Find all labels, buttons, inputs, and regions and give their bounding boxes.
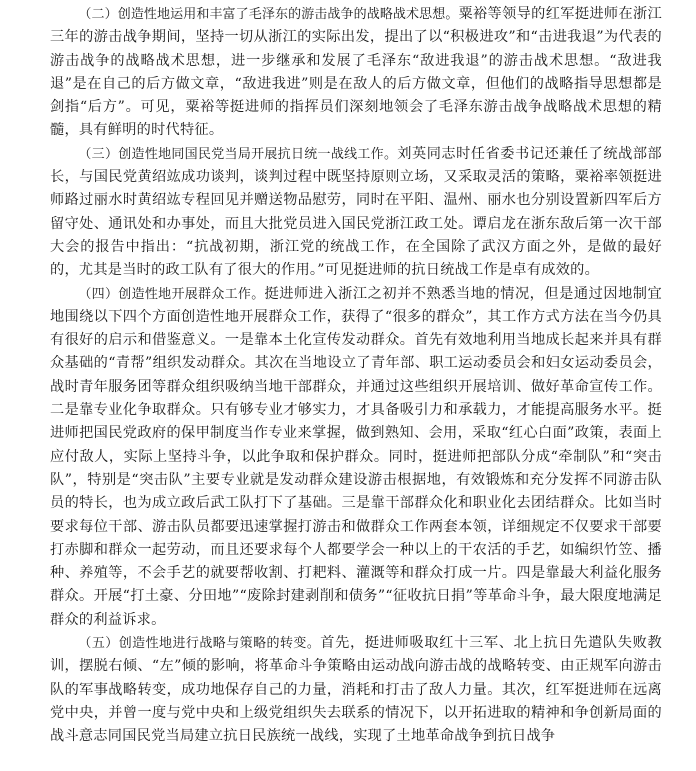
paragraph-heading: （三）创造性地同国民党当局开展抗日统一战线工作。 (78, 146, 398, 162)
paragraph-heading: （二）创造性地运用和丰富了毛泽东的游击战争的战略战术思想。 (78, 7, 459, 22)
document-page (0, 3, 696, 771)
paragraph-text: 挺进师进入浙江之初并不熟悉当地的情况，但是通过因地制宜地围绕以下四个方面创造性地开展群众工作，获得了“很多的群众”，其工作方式方法在当今仍具有很好的启示和借鉴意义。一是靠本土化宣传发动群众。首先有效地利用当地成长起来并具有群众基础的“青帮”组织发动群众。其次在当地设立了青年部、职工运动委员会和妇女运动委员会，战时青年服务团等群众组织吸纳当地干部群众，并通过这些组织开展培训、做好革命宣传工作。二是靠专业化争取群众。只有够专业才够实力，才具备吸引力和承载力，才能提高服务水平。挺进师把国民党政府的保甲制度当作专业来掌握，做到熟知、会用，采取“红心白面”政策，表面上应付敌人，实际上坚持斗争，以此争取和保护群众。同时，挺进师把部队分成“牵制队”和“突击队”，特别是“突击队”主要专业就是发动群众建设游击根据地，有效锻炼和充分发挥不同游击队员的特长，也为成立政后武工队打下了基础。三是靠干部群众化和职业化去团结群众。比如当时要求每位干部、游击队员都要迅速掌握打游击和做群众工作两套本领，详细规定不仅要求干部要打赤脚和群众一起劳动，而且还要求每个人都要学会一种以上的干农活的手艺，如编织竹笠、播种、养殖等，不会手艺的就要帮收割、打耙料、灌溉等和群众打成一片。四是靠最大利益化服务群众。开展“打土豪、分田地”“废除封建剥削和债务”“征收抗日捐”等革命斗争，最大限度地满足群众的利益诉求。 (50, 285, 662, 628)
paragraph-text: 粟裕等领导的红军挺进师在浙江三年的游击战争期间，坚持一切从浙江的实际出发，提出了以“积极进攻”和“击进我退”为代表的游击战争的战略战术思想，进一步继承和发展了毛泽东“敌进我退”的游击战术思想。“敌进我退”是在自己的后方做文章，“敌进我进”则是在敌人的后方做文章，但他们的战略指导思想都是剑指“后方”。可见，粟裕等挺进师的指挥员们深刻地领会了毛泽东游击战争战略战术思想的精髓，具有鲜明的时代特征。 (50, 6, 662, 139)
paragraph-text: 首先，挺进师吸取红十三军、北上抗日先遣队失败教训，摆脱右倾、“左”倾的影响，将革命斗争策略由运动战向游击战的战略转变、由正规军向游击队的军事战略转变，成功地保存自己的力量，消耗和打击了敌人力量。其次，红军挺进师在远离党中央，并曾一度与党中央和上级党组织失去联系的情况下，以开拓进取的精神和争创新局面的战斗意志同国民党当局建立抗日民族统一战线，实现了土地革命战争到抗日战争 (50, 635, 662, 745)
paragraph-4 (50, 283, 662, 632)
paragraph-5 (50, 632, 662, 748)
paragraph-text: 刘英同志时任省委书记还兼任了统战部部长，与国民党黄绍竑成功谈判，谈判过程中既坚持原则立场，又采取灵活的策略，粟裕率领挺进师路过丽水时黄绍竑专程回见并赠送物品慰劳，同时在平阳、温州、丽水也分别设置新四军后方留守处、通讯处和办事处，而且大批党员进入国民党浙江政工处。谭启龙在浙东敌后第一次干部大会的报告中指出：“抗战初期，浙江党的统战工作，在全国除了武汉方面之外，是做的最好的，尤其是当时的政工队有了很大的作用。”可见挺进师的抗日统战工作是卓有成效的。 (50, 145, 662, 279)
paragraph-heading: （四）创造性地开展群众工作。 (78, 286, 265, 302)
paragraph-heading: （五）创造性地进行战略与策略的转变。 (78, 636, 321, 652)
paragraph-2 (50, 3, 662, 143)
paragraph-3 (50, 143, 662, 283)
